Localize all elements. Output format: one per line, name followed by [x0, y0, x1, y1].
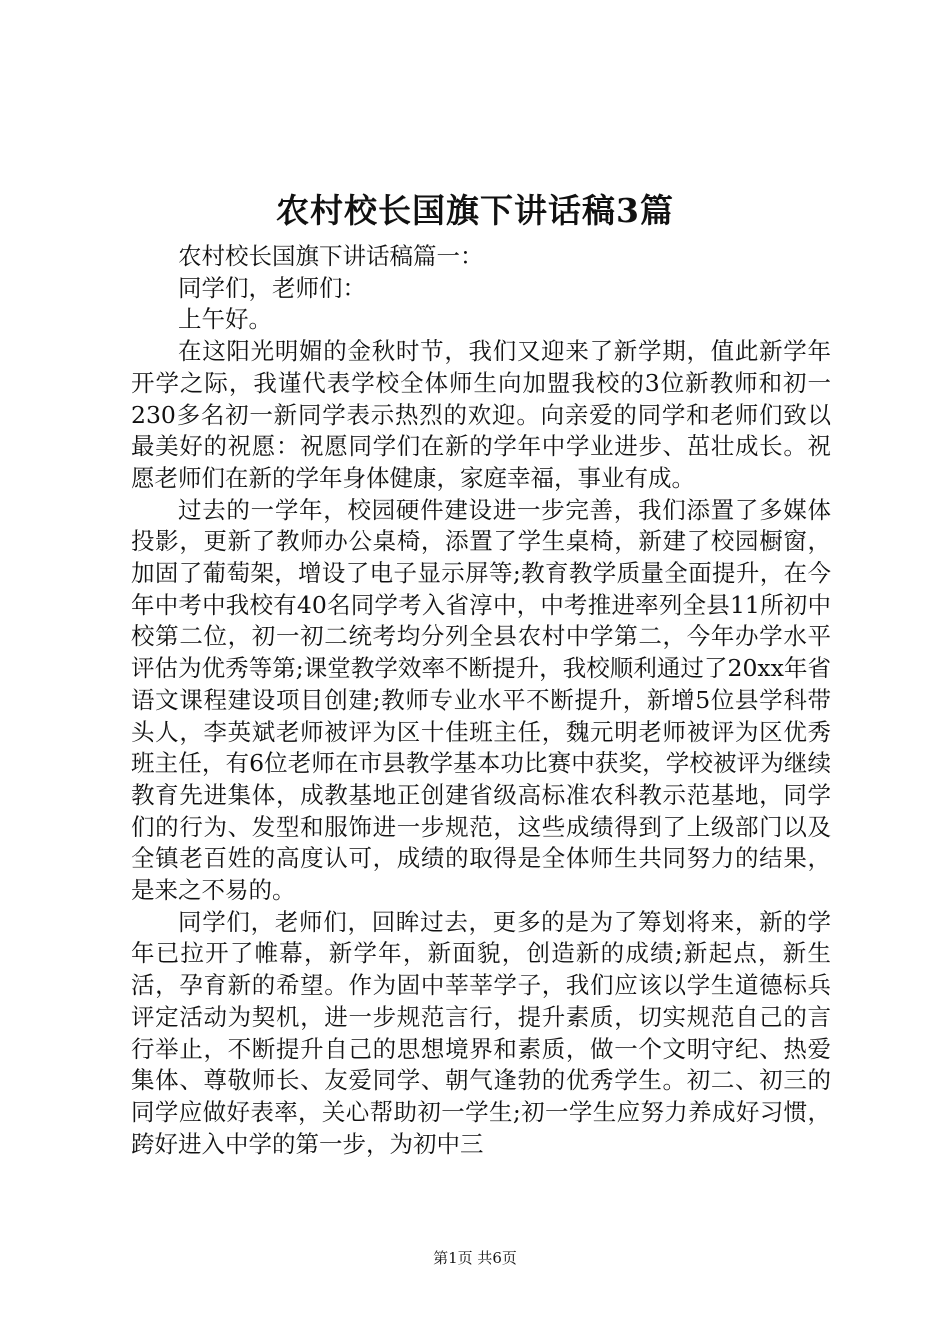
document-body	[131, 241, 831, 1160]
paragraph-salutation: 同学们，老师们：	[178, 273, 366, 302]
paragraph-welcome: 在这阳光明媚的金秋时节，我们又迎来了新学期，值此新学年开学之际，我谨代表学校全体师生向加盟我校的3位新教师和初一230多名初一新同学表示热烈的欢迎。向亲爱的同学和老师们致以最美好的祝愿：祝愿同学们在新的学年中学业进步、茁壮成长。祝愿老师们在新的学年身体健康，家庭幸福，事业有成。	[131, 337, 831, 492]
paragraph-heading: 农村校长国旗下讲话稿篇一：	[178, 242, 484, 270]
paragraph-greeting: 上午好。	[178, 305, 272, 334]
page-footer: 第1页 共6页	[433, 1249, 517, 1267]
paragraph-outlook: 同学们，老师们，回眸过去，更多的是为了筹划将来，新的学年已拉开了帷幕，新学年，新面貌，创造新的成绩;新起点，新生活，孕育新的希望。作为固中莘莘学子，我们应该以学生道德标兵评定活动为契机，进一步规范言行，提升素质，切实规范自己的言行举止，不断提升自己的思想境界和素质，做一个文明守纪、热爱集体、尊敬师长、友爱同学、朝气逢勃的优秀学生。初二、初三的同学应做好表率，关心帮助初一学生;初一学生应努力养成好习惯，跨好进入中学的第一步，为初中三	[131, 907, 831, 1158]
document-title: 农村校长国旗下讲话稿3篇	[276, 191, 674, 230]
paragraph-achievements: 过去的一学年，校园硬件建设进一步完善，我们添置了多媒体投影，更新了教师办公桌椅，添置了学生桌椅，新建了校园橱窗，加固了葡萄架，增设了电子显示屏等;教育教学质量全面提升，在今年中考中我校有40名同学考入省淳中，中考推进率列全县11所初中校第二位，初一初二统考均分列全县农村中学第二，今年办学水平评估为优秀等第;课堂教学效率不断提升，我校顺利通过了20xx年省语文课程建设项目创建;教师专业水平不断提升，新增5位县学科带头人，李英斌老师被评为区十佳班主任，魏元明老师被评为区优秀班主任，有6位老师在市县教学基本功比赛中获奖，学校被评为继续教育先进集体，成教基地正创建省级高标准农科教示范基地，同学们的行为、发型和服饰进一步规范，这些成绩得到了上级部门以及全镇老百姓的高度认可，成绩的取得是全体师生共同努力的结果，是来之不易的。	[131, 495, 831, 905]
